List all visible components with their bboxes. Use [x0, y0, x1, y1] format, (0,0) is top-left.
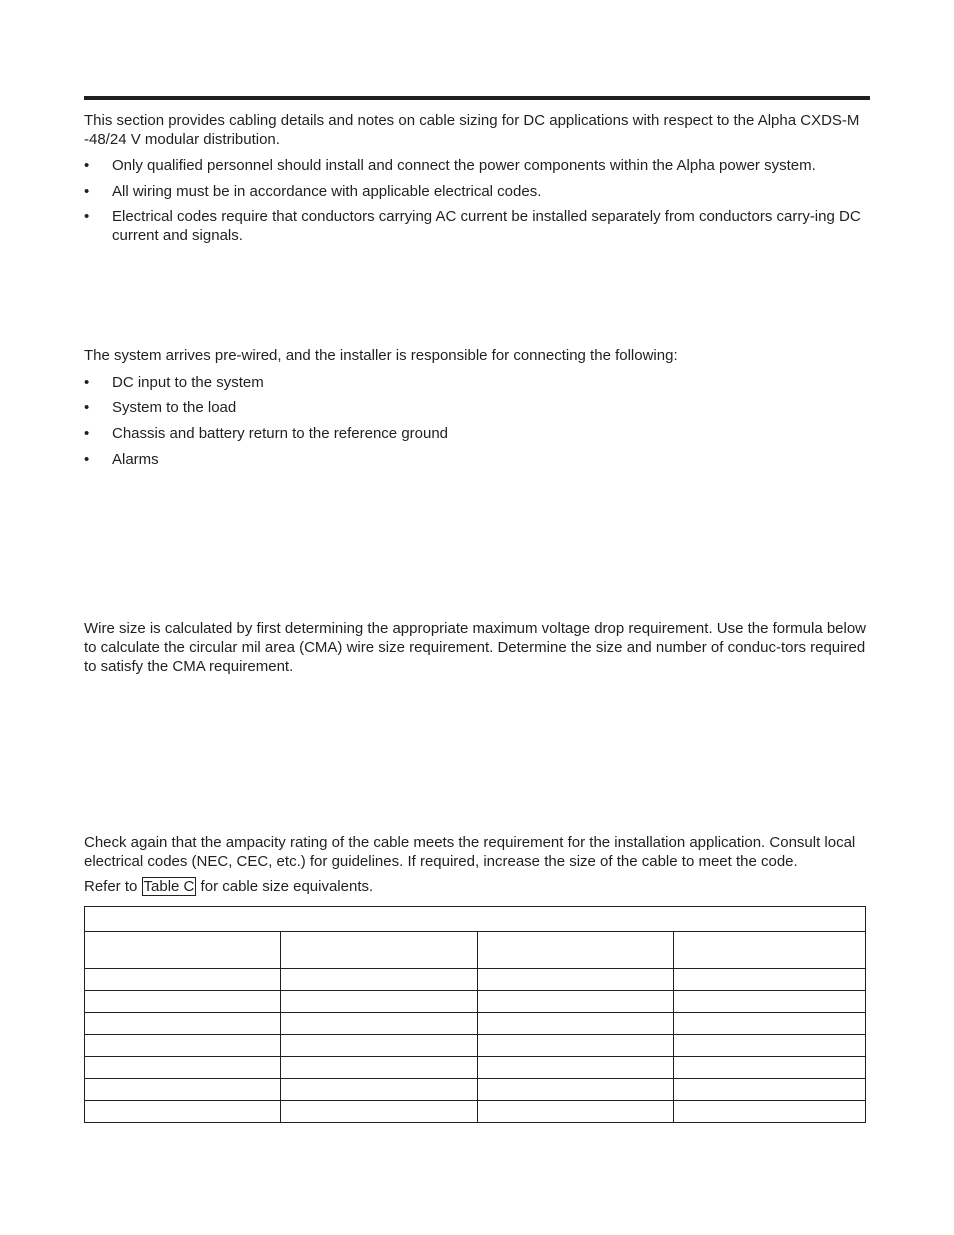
table-cell	[281, 932, 478, 969]
table-cell	[674, 1013, 866, 1035]
list-item	[84, 207, 868, 245]
table-c-link[interactable]: Table C	[143, 878, 195, 895]
table-cell	[85, 1101, 281, 1123]
list-item-text: Electrical codes require that conductors carrying AC current be installed separately from conductors carry-ing DC current and signals.	[112, 208, 861, 244]
refer-suffix: for cable size equivalents.	[196, 878, 374, 895]
table-cell	[478, 1035, 674, 1057]
bullet-marker: •	[84, 157, 90, 174]
list-item-text: All wiring must be in accordance with applicable electrical codes.	[112, 183, 542, 200]
table-cell	[674, 1057, 866, 1079]
table-cell	[85, 1013, 281, 1035]
table-cell	[281, 991, 478, 1013]
table-cell	[478, 969, 674, 991]
cable-size-table	[84, 906, 866, 1123]
table-title-row	[85, 907, 866, 932]
list-item-text: Alarms	[112, 451, 159, 468]
list-item	[84, 398, 868, 417]
list-item-text: Chassis and battery return to the reference ground	[112, 425, 449, 442]
intro-paragraph: This section provides cabling details and notes on cable sizing for DC applications with respect to the Alpha CXDS-M -48/24 V modular distribution.	[84, 112, 860, 148]
table-cell	[674, 991, 866, 1013]
table-cell	[478, 1057, 674, 1079]
bullet-marker: •	[84, 425, 90, 442]
table-cell	[281, 1013, 478, 1035]
table-cell	[674, 1079, 866, 1101]
table-cell	[85, 1035, 281, 1057]
bullet-marker: •	[84, 374, 90, 391]
list-item	[84, 450, 868, 469]
table-title-cell	[85, 907, 866, 932]
table-cell	[281, 1079, 478, 1101]
list-item	[84, 156, 868, 175]
table-row	[85, 1035, 866, 1057]
prewired-paragraph: The system arrives pre-wired, and the installer is responsible for connecting the following:	[84, 347, 678, 364]
table-cell	[85, 1079, 281, 1101]
section-rule	[84, 96, 870, 100]
table-cell	[281, 1035, 478, 1057]
refer-line	[84, 877, 868, 896]
list-item	[84, 424, 868, 443]
list-item-text: Only qualified personnel should install and connect the power components within the Alpha power system.	[112, 157, 816, 174]
table-cell	[478, 991, 674, 1013]
table-cell	[85, 991, 281, 1013]
ampacity-paragraph: Check again that the ampacity rating of the cable meets the requirement for the installation application. Consult local electrical codes (NEC, CEC, etc.) for guidelines. If required, increase the size of the cable to meet the code.	[84, 834, 856, 870]
table-row	[85, 1079, 866, 1101]
table-cell	[85, 932, 281, 969]
table-cell	[478, 1013, 674, 1035]
table-cell	[674, 969, 866, 991]
table-cell	[85, 969, 281, 991]
table-cell	[674, 1101, 866, 1123]
list-item-text: DC input to the system	[112, 374, 264, 391]
bullet-marker: •	[84, 183, 90, 200]
bullet-marker: •	[84, 208, 90, 225]
list-item	[84, 373, 868, 392]
table-cell	[478, 1079, 674, 1101]
list-item-text: System to the load	[112, 399, 237, 416]
table-cell	[478, 1101, 674, 1123]
table-row	[85, 991, 866, 1013]
bullet-marker: •	[84, 451, 90, 468]
table-header-row	[85, 932, 866, 969]
wire-size-paragraph: Wire size is calculated by first determining the appropriate maximum voltage drop requirement. Use the formula below to calculate the circular mil area (CMA) wire size requirement. Determine the size and number of conduc-tors required to satisfy the CMA requirement.	[84, 620, 867, 675]
table-cell	[674, 1035, 866, 1057]
table-cell	[674, 932, 866, 969]
table-row	[85, 1057, 866, 1079]
table-cell	[281, 1101, 478, 1123]
table-row	[85, 1101, 866, 1123]
table-row	[85, 969, 866, 991]
table-row	[85, 1013, 866, 1035]
bullet-marker: •	[84, 399, 90, 416]
list-item	[84, 182, 868, 201]
table-cell	[478, 932, 674, 969]
refer-prefix: Refer to	[84, 878, 142, 895]
table-cell	[281, 969, 478, 991]
table-cell	[281, 1057, 478, 1079]
table-cell	[85, 1057, 281, 1079]
